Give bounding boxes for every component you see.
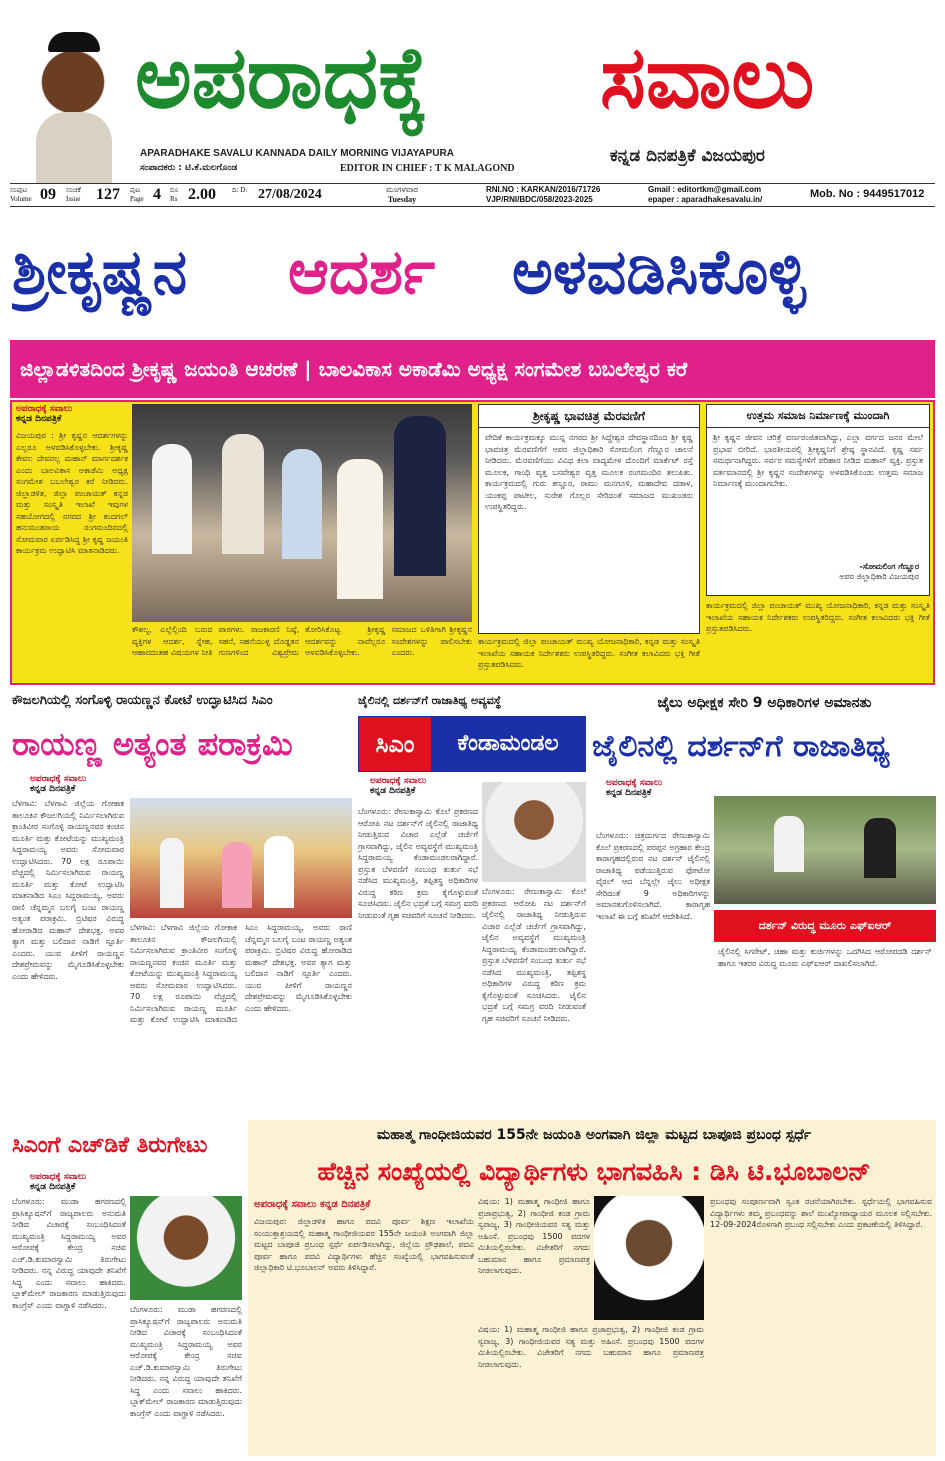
issue-kn: ಸಂಚಿಕೆ (66, 186, 81, 194)
volume-kn: ಸಂಪುಟ (10, 186, 28, 194)
day-kn: ಮಂಗಳವಾರ (385, 185, 418, 194)
issue-number: 127 (96, 186, 120, 203)
gmail[interactable]: Gmail : editortkm@gmail.com (648, 185, 762, 194)
gandhi-kicker: ಮಹಾತ್ಮ ಗಾಂಧೀಜಿಯವರ 155ನೇ ಜಯಂತಿ ಅಂಗವಾಗಿ ಜಿಲ್ಲಾ ಮಟ್ಟದ ಬಾಪೂಜಿ ಪ್ರಬಂಧ ಸ್ಪರ್ಧೆ (376, 1127, 812, 1143)
masthead-title-part2: ಸವಾಲು (600, 28, 815, 128)
price-kn: ರೂ (170, 186, 179, 194)
issue-en: Issue (66, 195, 81, 203)
masthead-title-part1: ಅಪರಾಧಕ್ಕೆ (135, 28, 429, 128)
date: 27/08/2024 (258, 187, 322, 202)
lead-headline-a: ಶ್ರೀಕೃಷ್ಣನ (12, 235, 188, 308)
page-kn: ಪುಟ (130, 186, 141, 194)
uttama-sign-designation: ಅಪರ ಜಿಲ್ಲಾಧಿಕಾರಿ ವಿಜಯಪುರ (839, 572, 919, 581)
fir-text: ಜೈಲಿನಲ್ಲಿ ಸಿಗರೇಟ್, ಚಹಾ ಮತ್ತು ಕುರ್ಚಿಗಳನ್ನು ಒದಗಿಸಿದ ಆರೋಪದಡಿ ದರ್ಶನ್ ಹಾಗೂ ಇತರರ ವಿರುದ್ಧ ಮೂರು ಎಫ್‌ಐಆರ್ ದಾಖಲಿಸಲಾಗಿದೆ. (718, 947, 932, 968)
hdk-headline: ಸಿಎಂಗೆ ಎಚ್‌ಡಿಕೆ ತಿರುಗೇಟು (12, 1133, 208, 1158)
price-en: Rs (170, 195, 178, 203)
lead-photo-caption: ಕೌಶಲ್ಯ, ಎಲ್ಲೆಲ್ಲಿಂದಿ ಬರುವ ವ್ಯಕ್ತಿಗಳ ಆದರ್ಶ, ಸ್ನೇಹ, ಆಹಾರದಂತಹ ವಿಷಯಗಳ ನೀತಿ ಪಾಠಗಳು. ರಾಜಕಾರಣಿ ನಿಷ್ಠೆ, ಸಹನೆ, ಸಹನೆಯುಳ್ಳ ದೊಡ್ಡತನ ಗುಣಗಳಿಂದ ವಿಶ್ವಪ್ರೇಮ ತೋರಿಸಿಕೊಟ್ಟ ಶ್ರೀಕೃಷ್ಣ ಆದರ್ಶವನ್ನು ನಾವೆಲ್ಲರೂ ಅಳವಡಿಸಿಕೊಳ್ಳಬೇಕು. ಸಮಾಜದ ಒಳಿತಿಗಾಗಿ ಶ್ರೀಕೃಷ್ಣನ ಸಂದೇಶಗಳನ್ನು ಪಾಲಿಸಬೇಕು ಎಂದರು. (132, 625, 472, 657)
darshan-photo (714, 796, 936, 904)
lead-lower-right: ಕಾರ್ಯಕ್ರಮದಲ್ಲಿ ಜಿಲ್ಲಾ ಪಂಚಾಯತ್ ಮುಖ್ಯ ಯೋಜನಾಧಿಕಾರಿ, ಕನ್ನಡ ಮತ್ತು ಸಂಸ್ಕೃತಿ ಇಲಾಖೆಯ ಸಹಾಯಕ ನಿರ್ದೇಶಕರು ಉಪಸ್ಥಿತರಿದ್ದರು. ಸಂಗೀತ ಕಲಾವಿದರು ಭಕ್ತಿ ಗೀತೆ ಪ್ರಸ್ತುತಪಡಿಸಿದರು. (706, 601, 930, 633)
lead-headline-b: ಆದರ್ಶ (288, 235, 436, 308)
byline-kannada-daily: ಕನ್ನಡ ದಿನಪತ್ರಿಕೆ (16, 414, 62, 424)
lead-banner-text: ಜಿಲ್ಲಾಡಳಿತದಿಂದ ಶ್ರೀಕೃಷ್ಣ ಜಯಂತಿ ಆಚರಣೆ | ಬಾಲವಿಕಾಸ ಅಕಾಡೆಮಿ ಅಧ್ಯಕ್ಷ ಸಂಗಮೇಶ ಬಬಲೇಶ್ವರ ಕರೆ (20, 357, 688, 381)
epaper[interactable]: epaper : aparadhakesavalu.in/ (648, 195, 763, 204)
hdk-text: ಬೆಂಗಳೂರು: ಮುಡಾ ಹಗರಣದಲ್ಲಿ ಪ್ರಾಸಿಕ್ಯೂಷನ್‌ಗೆ ರಾಜ್ಯಪಾಲರು ಅನುಮತಿ ನೀಡಿದ ವಿಚಾರಕ್ಕೆ ಸಂಬಂಧಿಸಿದಂತೆ ಮುಖ್ಯಮಂತ್ರಿ ಸಿದ್ದರಾಮಯ್ಯ ಅವರ ಆರೋಪಕ್ಕೆ ಕೇಂದ್ರ ಸಚಿವ ಎಚ್.ಡಿ.ಕುಮಾರಸ್ವಾಮಿ ತಿರುಗೇಟು ನೀಡಿದರು. ನನ್ನ ವಿರುದ್ಧ ಯಾವುದೇ ತನಿಖೆಗೆ ಸಿದ್ಧ ಎಂದು ಸವಾಲು ಹಾಕಿದರು. ಬ್ಲಾಕ್‌ಮೇಲ್ ರಾಜಕಾರಣ ಮಾಡುತ್ತಿರುವುದು ಕಾಂಗ್ರೆಸ್ ಎಂದು ವಾಗ್ದಾಳಿ ನಡೆಸಿದರು. (12, 1197, 126, 1310)
cm-kicker: ಜೈಲಿನಲ್ಲಿ ದರ್ಶನ್‌ಗೆ ರಾಜಾತಿಥ್ಯ ಅವ್ಯವಸ್ಥೆ (358, 694, 502, 707)
editor-photo (14, 14, 132, 184)
lead-column-1: ವಿಜಯಪುರ : ಶ್ರೀ ಕೃಷ್ಣನ ಆದರ್ಶಗಳನ್ನು ಎಲ್ಲರೂ ಅಳವಡಿಸಿಕೊಳ್ಳಬೇಕು. ಶ್ರೀಕೃಷ್ಣ ಕೇವಲ ದೇವರಲ್ಲ ಮಹಾನ್ ಮಾರ್ಗದರ್ಶಕ ಎಂದು ಬಾಲವಿಕಾಸ ಅಕಾಡೆಮಿ ಅಧ್ಯಕ್ಷ ಸಂಗಮೇಶ ಬಬಲೇಶ್ವರ ಕರೆ ನೀಡಿದರು. ಜಿಲ್ಲಾಡಳಿತ, ಜಿಲ್ಲಾ ಪಂಚಾಯತ್ ಕನ್ನಡ ಮತ್ತು ಸಂಸ್ಕೃತಿ ಇಲಾಖೆ ಇವುಗಳ ಸಹಯೋಗದಲ್ಲಿ ನಗರದ ಶ್ರೀ ಕಂದಗಲ್ ಹನುಮಂತರಾಯ ರಂಗಮಂದಿರದಲ್ಲಿ ಸೋಮವಾರ ಏರ್ಪಡಿಸಿದ್ದ ಶ್ರೀ ಕೃಷ್ಣ ಜಯಂತಿ ಕಾರ್ಯಕ್ರಮ ಉದ್ಘಾಟಿಸಿ ಮಾತನಾಡಿದರು. (16, 431, 128, 555)
lead-byline (16, 404, 126, 424)
rayanna-headline: ರಾಯಣ್ಣ ಅತ್ಯಂತ ಪರಾಕ್ರಮಿ (12, 725, 293, 763)
lead-photo (132, 404, 472, 622)
uttama-sign: -ಸೋಮಲಿಂಗ ಗೆಣ್ಣೂರ (859, 562, 919, 571)
rni-number-2: VJP/RNI/BDC/058/2023-2025 (486, 195, 593, 204)
cm-byline-a: ಅಪರಾಧಕ್ಕೆ ಸವಾಲು (370, 776, 427, 786)
rayanna-photo (130, 798, 352, 918)
day-en: Tuesday (387, 195, 417, 204)
volume-number: 09 (40, 186, 56, 203)
cm-byline-b: ಕನ್ನಡ ದಿನಪತ್ರಿಕೆ (370, 786, 416, 796)
hdk-text-2: ಬೆಂಗಳೂರು: ಮುಡಾ ಹಗರಣದಲ್ಲಿ ಪ್ರಾಸಿಕ್ಯೂಷನ್‌ಗೆ ರಾಜ್ಯಪಾಲರು ಅನುಮತಿ ನೀಡಿದ ವಿಚಾರಕ್ಕೆ ಸಂಬಂಧಿಸಿದಂತೆ ಮುಖ್ಯಮಂತ್ರಿ ಸಿದ್ದರಾಮಯ್ಯ ಅವರ ಆರೋಪಕ್ಕೆ ಕೇಂದ್ರ ಸಚಿವ ಎಚ್.ಡಿ.ಕುಮಾರಸ್ವಾಮಿ ತಿರುಗೇಟು ನೀಡಿದರು. ನನ್ನ ವಿರುದ್ಧ ಯಾವುದೇ ತನಿಖೆಗೆ ಸಿದ್ಧ ಎಂದು ಸವಾಲು ಹಾಕಿದರು. ಬ್ಲಾಕ್‌ಮೇಲ್ ರಾಜಕಾರಣ ಮಾಡುತ್ತಿರುವುದು ಕಾಂಗ್ರೆಸ್ ಎಂದು ವಾಗ್ದಾಳಿ ನಡೆಸಿದರು. (130, 1305, 242, 1418)
rayanna-text: ಬೆಳಗಾವಿ: ಬೆಳಗಾವಿ ಜಿಲ್ಲೆಯ ಗೋಕಾಕ ತಾಲೂಕಿನ ಕೌಜಲಗಿಯಲ್ಲಿ ನಿರ್ಮಿಸಲಾಗಿರುವ ಕ್ರಾಂತಿವೀರ ಸಂಗೊಳ್ಳಿ ರಾಯಣ್ಣನವರ ಕಂಚಿನ ಮೂರ್ತಿ ಮತ್ತು ಕೋಟೆಯನ್ನು ಮುಖ್ಯಮಂತ್ರಿ ಸಿದ್ದರಾಮಯ್ಯ ಅವರು ಸೋಮವಾರ ಉದ್ಘಾಟಿಸಿದರು. 70 ಲಕ್ಷ ರೂಪಾಯಿ ವೆಚ್ಚದಲ್ಲಿ ನಿರ್ಮಿಸಲಾಗಿರುವ ರಾಯಣ್ಣ ಮೂರ್ತಿ ಮತ್ತು ಕೋಟೆ ಉದ್ಘಾಟಿಸಿ ಮಾತನಾಡಿದ ಸಿಎಂ ಸಿದ್ದರಾಮಯ್ಯ, ಅವರು ರಾಣಿ ಚೆನ್ನಮ್ಮನ ಬಲಗೈ ಬಂಟ ರಾಯಣ್ಣ ಅತ್ಯಂತ ಪರಾಕ್ರಮಿ. ಬ್ರಿಟಿಷರ ವಿರುದ್ಧ ಹೋರಾಡಿದ ಮಹಾನ್ ದೇಶಭಕ್ತ. ಅವರ ತ್ಯಾಗ ಮತ್ತು ಬಲಿದಾನ ನಾಡಿಗೆ ಸ್ಫೂರ್ತಿ ಎಂದರು. ಯುವ ಪೀಳಿಗೆ ರಾಯಣ್ಣನ ದೇಶಪ್ರೇಮವನ್ನು ಮೈಗೂಡಿಸಿಕೊಳ್ಳಬೇಕು ಎಂದು ಹೇಳಿದರು. (12, 799, 124, 981)
editor-english: EDITOR IN CHIEF : T K MALAGOND (340, 163, 515, 174)
rayanna-kicker: ಕೌಜಲಗಿಯಲ್ಲಿ ಸಂಗೊಳ್ಳಿ ರಾಯಣ್ಣನ ಕೋಟೆ ಉದ್ಘಾಟಿಸಿದ ಸಿಎಂ (12, 693, 273, 708)
fir-box (714, 910, 936, 1118)
cm-text-2: ಬೆಂಗಳೂರು: ರೇಣುಕಾಸ್ವಾಮಿ ಕೊಲೆ ಪ್ರಕರಣದ ಆರೋಪಿ ನಟ ದರ್ಶನ್‌ಗೆ ಜೈಲಿನಲ್ಲಿ ರಾಜಾತಿಥ್ಯ ನೀಡುತ್ತಿರುವ ವಿಚಾರ ಎಲ್ಲೆಡೆ ಚರ್ಚೆಗೆ ಗ್ರಾಸವಾಗಿದ್ದು, ಜೈಲಿನ ಅವ್ಯವಸ್ಥೆಗೆ ಮುಖ್ಯಮಂತ್ರಿ ಸಿದ್ದರಾಮಯ್ಯ ಕೆಂಡಾಮಂಡಲರಾಗಿದ್ದಾರೆ. ಪ್ರಸ್ತುತ ಬೆಳವಣಿಗೆ ಸಂಬಂಧ ತುರ್ತು ಸಭೆ ನಡೆಸಿದ ಮುಖ್ಯಮಂತ್ರಿ, ತಪ್ಪಿತಸ್ಥ ಅಧಿಕಾರಿಗಳ ವಿರುದ್ಧ ಕಠಿಣ ಕ್ರಮ ಕೈಗೊಳ್ಳುವಂತೆ ಸೂಚಿಸಿದರು. ಜೈಲಿನ ಭದ್ರತೆ ಬಗ್ಗೆ ಸಮಗ್ರ ವರದಿ ನೀಡುವಂತೆ ಗೃಹ ಸಚಿವರಿಗೆ ಸೂಚನೆ ನೀಡಿದರು. (482, 887, 586, 1023)
masthead-english-tagline: APARADHAKE SAVALU KANNADA DAILY MORNING VIJAYAPURA (140, 148, 454, 159)
lead-banner (10, 340, 935, 398)
lead-headline-c: ಅಳವಡಿಸಿಕೊಳ್ಳಿ (512, 235, 806, 308)
byline-publication: ಅಪರಾಧಕ್ಕೆ ಸವಾಲು (16, 404, 73, 414)
rayanna-byline-a: ಅಪರಾಧಕ್ಕೆ ಸವಾಲು (30, 774, 87, 784)
page-en: Page (130, 195, 144, 203)
hdk-byline-a: ಅಪರಾಧಕ್ಕೆ ಸವಾಲು (30, 1172, 87, 1182)
jail-byline-b: ಕನ್ನಡ ದಿನಪತ್ರಿಕೆ (606, 788, 652, 798)
editor-label: ಸಂಪಾದಕರು : ಟಿ.ಕೆ.ಮಲಗೊಂಡ (140, 163, 238, 173)
rayanna-byline-b: ಕನ್ನಡ ದಿನಪತ್ರಿಕೆ (30, 784, 76, 794)
cm-headline-box (358, 716, 586, 772)
hdk-photo (130, 1196, 242, 1300)
cm-text: ಬೆಂಗಳೂರು: ರೇಣುಕಾಸ್ವಾಮಿ ಕೊಲೆ ಪ್ರಕರಣದ ಆರೋಪಿ ನಟ ದರ್ಶನ್‌ಗೆ ಜೈಲಿನಲ್ಲಿ ರಾಜಾತಿಥ್ಯ ನೀಡುತ್ತಿರುವ ವಿಚಾರ ಎಲ್ಲೆಡೆ ಚರ್ಚೆಗೆ ಗ್ರಾಸವಾಗಿದ್ದು, ಜೈಲಿನ ಅವ್ಯವಸ್ಥೆಗೆ ಮುಖ್ಯಮಂತ್ರಿ ಸಿದ್ದರಾಮಯ್ಯ ಕೆಂಡಾಮಂಡಲರಾಗಿದ್ದಾರೆ. ಪ್ರಸ್ತುತ ಬೆಳವಣಿಗೆ ಸಂಬಂಧ ತುರ್ತು ಸಭೆ ನಡೆಸಿದ ಮುಖ್ಯಮಂತ್ರಿ, ತಪ್ಪಿತಸ್ಥ ಅಧಿಕಾರಿಗಳ ವಿರುದ್ಧ ಕಠಿಣ ಕ್ರಮ ಕೈಗೊಳ್ಳುವಂತೆ ಸೂಚಿಸಿದರು. ಜೈಲಿನ ಭದ್ರತೆ ಬಗ್ಗೆ ಸಮಗ್ರ ವರದಿ ನೀಡುವಂತೆ ಗೃಹ ಸಚಿವರಿಗೆ ಸೂಚನೆ ನೀಡಿದರು. (358, 807, 478, 920)
date-label: ದಿ: D: (232, 186, 248, 194)
gandhi-headline: ಹೆಚ್ಚಿನ ಸಂಖ್ಯೆಯಲ್ಲಿ ವಿದ್ಯಾರ್ಥಿಗಳು ಭಾಗವಹಿಸಿ : ಡಿಸಿ ಟಿ.ಭೂಬಾಲನ್ (317, 1157, 871, 1186)
gandhi-byline: ಅಪರಾಧಕ್ಕೆ ಸವಾಲು ಕನ್ನಡ ದಿನಪತ್ರಿಕೆ (254, 1199, 371, 1210)
price: 2.00 (188, 186, 216, 203)
lead-lower-text: ಕಾರ್ಯಕ್ರಮದಲ್ಲಿ ಜಿಲ್ಲಾ ಪಂಚಾಯತ್ ಮುಖ್ಯ ಯೋಜನಾಧಿಕಾರಿ, ಕನ್ನಡ ಮತ್ತು ಸಂಸ್ಕೃತಿ ಇಲಾಖೆಯ ಸಹಾಯಕ ನಿರ್ದೇಶಕರು ಉಪಸ್ಥಿತರಿದ್ದರು. ಸಂಗೀತ ಕಲಾವಿದರು ಭಕ್ತಿ ಗೀತೆ ಪ್ರಸ್ತುತಪಡಿಸಿದರು. (478, 637, 700, 669)
rayanna-text-2: ಬೆಳಗಾವಿ: ಬೆಳಗಾವಿ ಜಿಲ್ಲೆಯ ಗೋಕಾಕ ತಾಲೂಕಿನ ಕೌಜಲಗಿಯಲ್ಲಿ ನಿರ್ಮಿಸಲಾಗಿರುವ ಕ್ರಾಂತಿವೀರ ಸಂಗೊಳ್ಳಿ ರಾಯಣ್ಣನವರ ಕಂಚಿನ ಮೂರ್ತಿ ಮತ್ತು ಕೋಟೆಯನ್ನು ಮುಖ್ಯಮಂತ್ರಿ ಸಿದ್ದರಾಮಯ್ಯ ಅವರು ಸೋಮವಾರ ಉದ್ಘಾಟಿಸಿದರು. 70 ಲಕ್ಷ ರೂಪಾಯಿ ವೆಚ್ಚದಲ್ಲಿ ನಿರ್ಮಿಸಲಾಗಿರುವ ರಾಯಣ್ಣ ಮೂರ್ತಿ ಮತ್ತು ಕೋಟೆ ಉದ್ಘಾಟಿಸಿ ಮಾತನಾಡಿದ ಸಿಎಂ ಸಿದ್ದರಾಮಯ್ಯ, ಅವರು ರಾಣಿ ಚೆನ್ನಮ್ಮನ ಬಲಗೈ ಬಂಟ ರಾಯಣ್ಣ ಅತ್ಯಂತ ಪರಾಕ್ರಮಿ. ಬ್ರಿಟಿಷರ ವಿರುದ್ಧ ಹೋರಾಡಿದ ಮಹಾನ್ ದೇಶಭಕ್ತ. ಅವರ ತ್ಯಾಗ ಮತ್ತು ಬಲಿದಾನ ನಾಡಿಗೆ ಸ್ಫೂರ್ತಿ ಎಂದರು. ಯುವ ಪೀಳಿಗೆ ರಾಯಣ್ಣನ ದೇಶಪ್ರೇಮವನ್ನು ಮೈಗೂಡಿಸಿಕೊಳ್ಳಬೇಕು ಎಂದು ಹೇಳಿದರು. (130, 923, 352, 1024)
volume-en: Volume (10, 195, 32, 203)
jail-byline-a: ಅಪರಾಧಕ್ಕೆ ಸವಾಲು (606, 778, 663, 788)
jail-text: ಬೆಂಗಳೂರು: ಚಿತ್ರದುರ್ಗದ ರೇಣುಕಾಸ್ವಾಮಿ ಕೊಲೆ ಪ್ರಕರಣದಲ್ಲಿ ಪರಪ್ಪನ ಅಗ್ರಹಾರ ಕೇಂದ್ರ ಕಾರಾಗೃಹದಲ್ಲಿರುವ ನಟ ದರ್ಶನ್ ಜೈಲಿನಲ್ಲಿ ರಾಜಾತಿಥ್ಯ ಪಡೆಯುತ್ತಿರುವ ಫೋಟೋ ವೈರಲ್ ಆದ ಬೆನ್ನಲ್ಲೇ ಜೈಲು ಅಧೀಕ್ಷಕ ಸೇರಿದಂತೆ 9 ಅಧಿಕಾರಿಗಳನ್ನು ಅಮಾನತುಗೊಳಿಸಲಾಗಿದೆ. ಕಾರಾಗೃಹ ಇಲಾಖೆ ಈ ಬಗ್ಗೆ ತನಿಖೆಗೆ ಆದೇಶಿಸಿದೆ. (596, 831, 710, 921)
page-number: 4 (153, 186, 161, 203)
fir-title: ದರ್ಶನ್ ವಿರುದ್ಧ ಮೂರು ಎಫ್‌ಐಆರ್ (714, 910, 936, 942)
mobile: Mob. No : 9449517012 (810, 188, 925, 200)
gandhi-column-2b: ವಿಷಯ: 1) ಮಹಾತ್ಮ ಗಾಂಧೀಜಿ ಹಾಗೂ ಪ್ರಜಾಪ್ರಭುತ್ವ, 2) ಗಾಂಧೀಜಿ ಕಂಡ ಗ್ರಾಮ ಸ್ವರಾಜ್ಯ, 3) ಗಾಂಧೀಜಿಯವರ ಸತ್ಯ ಮತ್ತು ಅಹಿಂಸೆ. ಪ್ರಬಂಧವು 1500 ಪದಗಳ ಮಿತಿಯಲ್ಲಿರಬೇಕು. ವಿಜೇತರಿಗೆ ನಗದು ಬಹುಮಾನ ಹಾಗೂ ಪ್ರಮಾಣಪತ್ರ ನೀಡಲಾಗುವುದು. (478, 1325, 704, 1369)
jail-headline: ಜೈಲಿನಲ್ಲಿ ದರ್ಶನ್‌ಗೆ ರಾಜಾತಿಥ್ಯ (592, 729, 890, 764)
jail-kicker: ಜೈಲು ಅಧೀಕ್ಷಕ ಸೇರಿ 9 ಅಧಿಕಾರಿಗಳ ಅಮಾನತು (657, 695, 872, 711)
uttama-text: ಶ್ರೀ ಕೃಷ್ಣನ ಜೀವನ ಚರಿತ್ರೆ ವರ್ಣರಂಜಿತವಾಗಿದ್ದು, ಎಲ್ಲಾ ವರ್ಗದ ಜನರ ಮೇಲೆ ಪ್ರಭಾವ ಬೀರಿದೆ. ಭಾರತೀಯರಲ್ಲಿ ಶ್ರೀಕೃಷ್ಣನಿಗೆ ಶ್ರೇಷ್ಠ ಸ್ಥಾನವಿದೆ. ಕೃಷ್ಣ ಸರ್ವ ಸಮರ್ಥನಾಗಿದ್ದರು. ಸರ್ವರ ಸಮಸ್ಯೆಗಳಿಗೆ ಪರಿಹಾರ ನೀಡಿದ ಮಹಾನ್ ವ್ಯಕ್ತಿ. ಪ್ರಸ್ತುತ ವರ್ತಮಾನದಲ್ಲಿ ಶ್ರೀ ಕೃಷ್ಣನ ಸಂದೇಶಗಳನ್ನು ಅಳವಡಿಸಿಕೊಂಡು ಉತ್ತಮ ಸಮಾಜ ನಿರ್ಮಾಣಕ್ಕೆ ಮುಂದಾಗಬೇಕು. (713, 433, 923, 488)
uttama-title: ಉತ್ತಮ ಸಮಾಜ ನಿರ್ಮಾಣಕ್ಕೆ ಮುಂದಾಗಿ (707, 405, 929, 428)
gandhi-column-3: ಪ್ರಬಂಧವು ಸಂಪೂರ್ಣವಾಗಿ ಸ್ವಂತ ರಚನೆಯಾಗಿರಬೇಕು. ಸ್ಪರ್ಧೆಯಲ್ಲಿ ಭಾಗವಹಿಸುವ ವಿದ್ಯಾರ್ಥಿಗಳು ತಮ್ಮ ಪ್ರಬಂಧವನ್ನು ಶಾಲೆ ಮುಖ್ಯೋಪಾಧ್ಯಾಯರ ಮೂಲಕ ಸಲ್ಲಿಸಬೇಕು. 12-09-2024ರೊಳಗಾಗಿ ಪ್ರಬಂಧ ಸಲ್ಲಿಸಬೇಕು ಎಂದು ಪ್ರಕಟಣೆಯಲ್ಲಿ ತಿಳಿಸಿದ್ದಾರೆ. (710, 1197, 932, 1229)
rni-number: RNI.NO : KARKAN/2016/71726 (486, 185, 601, 194)
bhavachitra-text: ವೇದಿಕೆ ಕಾರ್ಯಕ್ರಮಕ್ಕೂ ಮುನ್ನ ನಗರದ ಶ್ರೀ ಸಿದ್ದೇಶ್ವರ ದೇವಸ್ಥಾನದಿಂದ ಶ್ರೀ ಕೃಷ್ಣ ಭಾವಚಿತ್ರ ಮೆರವಣಿಗೆಗೆ ಅಪರ ಜಿಲ್ಲಾಧಿಕಾರಿ ಸೋಮಲಿಂಗ ಗೆಣ್ಣೂರ ಚಾಲನೆ ನೀಡಿದರು. ಮೆರವಣಿಗೆಯು ವಿವಿಧ ಕಲಾ ವಾದ್ಯಮೇಳ ದೊಂದಿಗೆ ಮಾರ್ಕೆಟ್ ರಸ್ತೆ ಮೂಲಕ, ಗಾಂಧಿ ವೃತ್ತ ಬಸವೇಶ್ವರ ವೃತ್ತ ಮೂಲಕ ರಂಗಮಂದಿರ ತಲುಪಿತು. ಕಾರ್ಯಕ್ರಮದಲ್ಲಿ ಗುರು ಕಣ್ಣೂರ, ರಾಮು ಮನಗೂಳಿ, ಮಹಾದೇವ ದಡಾಳ, ಯಂಕಪ್ಪ ಪಾಟೀಲ, ಸುರೇಶ ಗೊಲ್ಲರ ಸೇರಿದಂತೆ ಸಮಾಜದ ಮುಖಂಡರು ಉಪಸ್ಥಿತರಿದ್ದರು. (485, 433, 693, 511)
info-bar (10, 183, 935, 207)
hdk-byline-b: ಕನ್ನಡ ದಿನಪತ್ರಿಕೆ (30, 1182, 76, 1192)
deputy-commissioner-photo (594, 1196, 704, 1320)
bhavachitra-box (478, 404, 700, 634)
siddaramaiah-photo (482, 782, 586, 882)
cm-headline-b: ಕೆಂಡಾಮಂಡಲ (431, 717, 585, 771)
masthead-subtitle: ಕನ್ನಡ ದಿನಪತ್ರಿಕೆ ವಿಜಯಪುರ (610, 146, 765, 166)
uttama-box (706, 404, 930, 596)
cm-headline-a: ಸಿಎಂ (359, 717, 431, 771)
gandhi-column-2: ವಿಷಯ: 1) ಮಹಾತ್ಮ ಗಾಂಧೀಜಿ ಹಾಗೂ ಪ್ರಜಾಪ್ರಭುತ್ವ, 2) ಗಾಂಧೀಜಿ ಕಂಡ ಗ್ರಾಮ ಸ್ವರಾಜ್ಯ, 3) ಗಾಂಧೀಜಿಯವರ ಸತ್ಯ ಮತ್ತು ಅಹಿಂಸೆ. ಪ್ರಬಂಧವು 1500 ಪದಗಳ ಮಿತಿಯಲ್ಲಿರಬೇಕು. ವಿಜೇತರಿಗೆ ನಗದು ಬಹುಮಾನ ಹಾಗೂ ಪ್ರಮಾಣಪತ್ರ ನೀಡಲಾಗುವುದು. (478, 1197, 590, 1275)
bhavachitra-title: ಶ್ರೀಕೃಷ್ಣ ಭಾವಚಿತ್ರ ಮೆರವಣಿಗೆ (479, 405, 699, 428)
gandhi-column-1: ವಿಜಯಪುರ: ಜಿಲ್ಲಾಡಳಿತ ಹಾಗೂ ಪದವಿ ಪೂರ್ವ ಶಿಕ್ಷಣ ಇಲಾಖೆಯ ಸಂಯುಕ್ತಾಶ್ರಯದಲ್ಲಿ ಮಹಾತ್ಮ ಗಾಂಧೀಜಿಯವರ 155ನೇ ಜಯಂತಿ ಅಂಗವಾಗಿ ಜಿಲ್ಲಾ ಮಟ್ಟದ ಬಾಪೂಜಿ ಪ್ರಬಂಧ ಸ್ಪರ್ಧೆ ಏರ್ಪಡಿಸಲಾಗಿದ್ದು, ಜಿಲ್ಲೆಯ ಪ್ರೌಢಶಾಲೆ, ಪದವಿ ಪೂರ್ವ ಹಾಗೂ ಪದವಿ ವಿದ್ಯಾರ್ಥಿಗಳು ಹೆಚ್ಚಿನ ಸಂಖ್ಯೆಯಲ್ಲಿ ಭಾಗವಹಿಸುವಂತೆ ಜಿಲ್ಲಾಧಿಕಾರಿ ಟಿ.ಭೂಬಾಲನ್ ಅವರು ತಿಳಿಸಿದ್ದಾರೆ. (254, 1217, 474, 1272)
